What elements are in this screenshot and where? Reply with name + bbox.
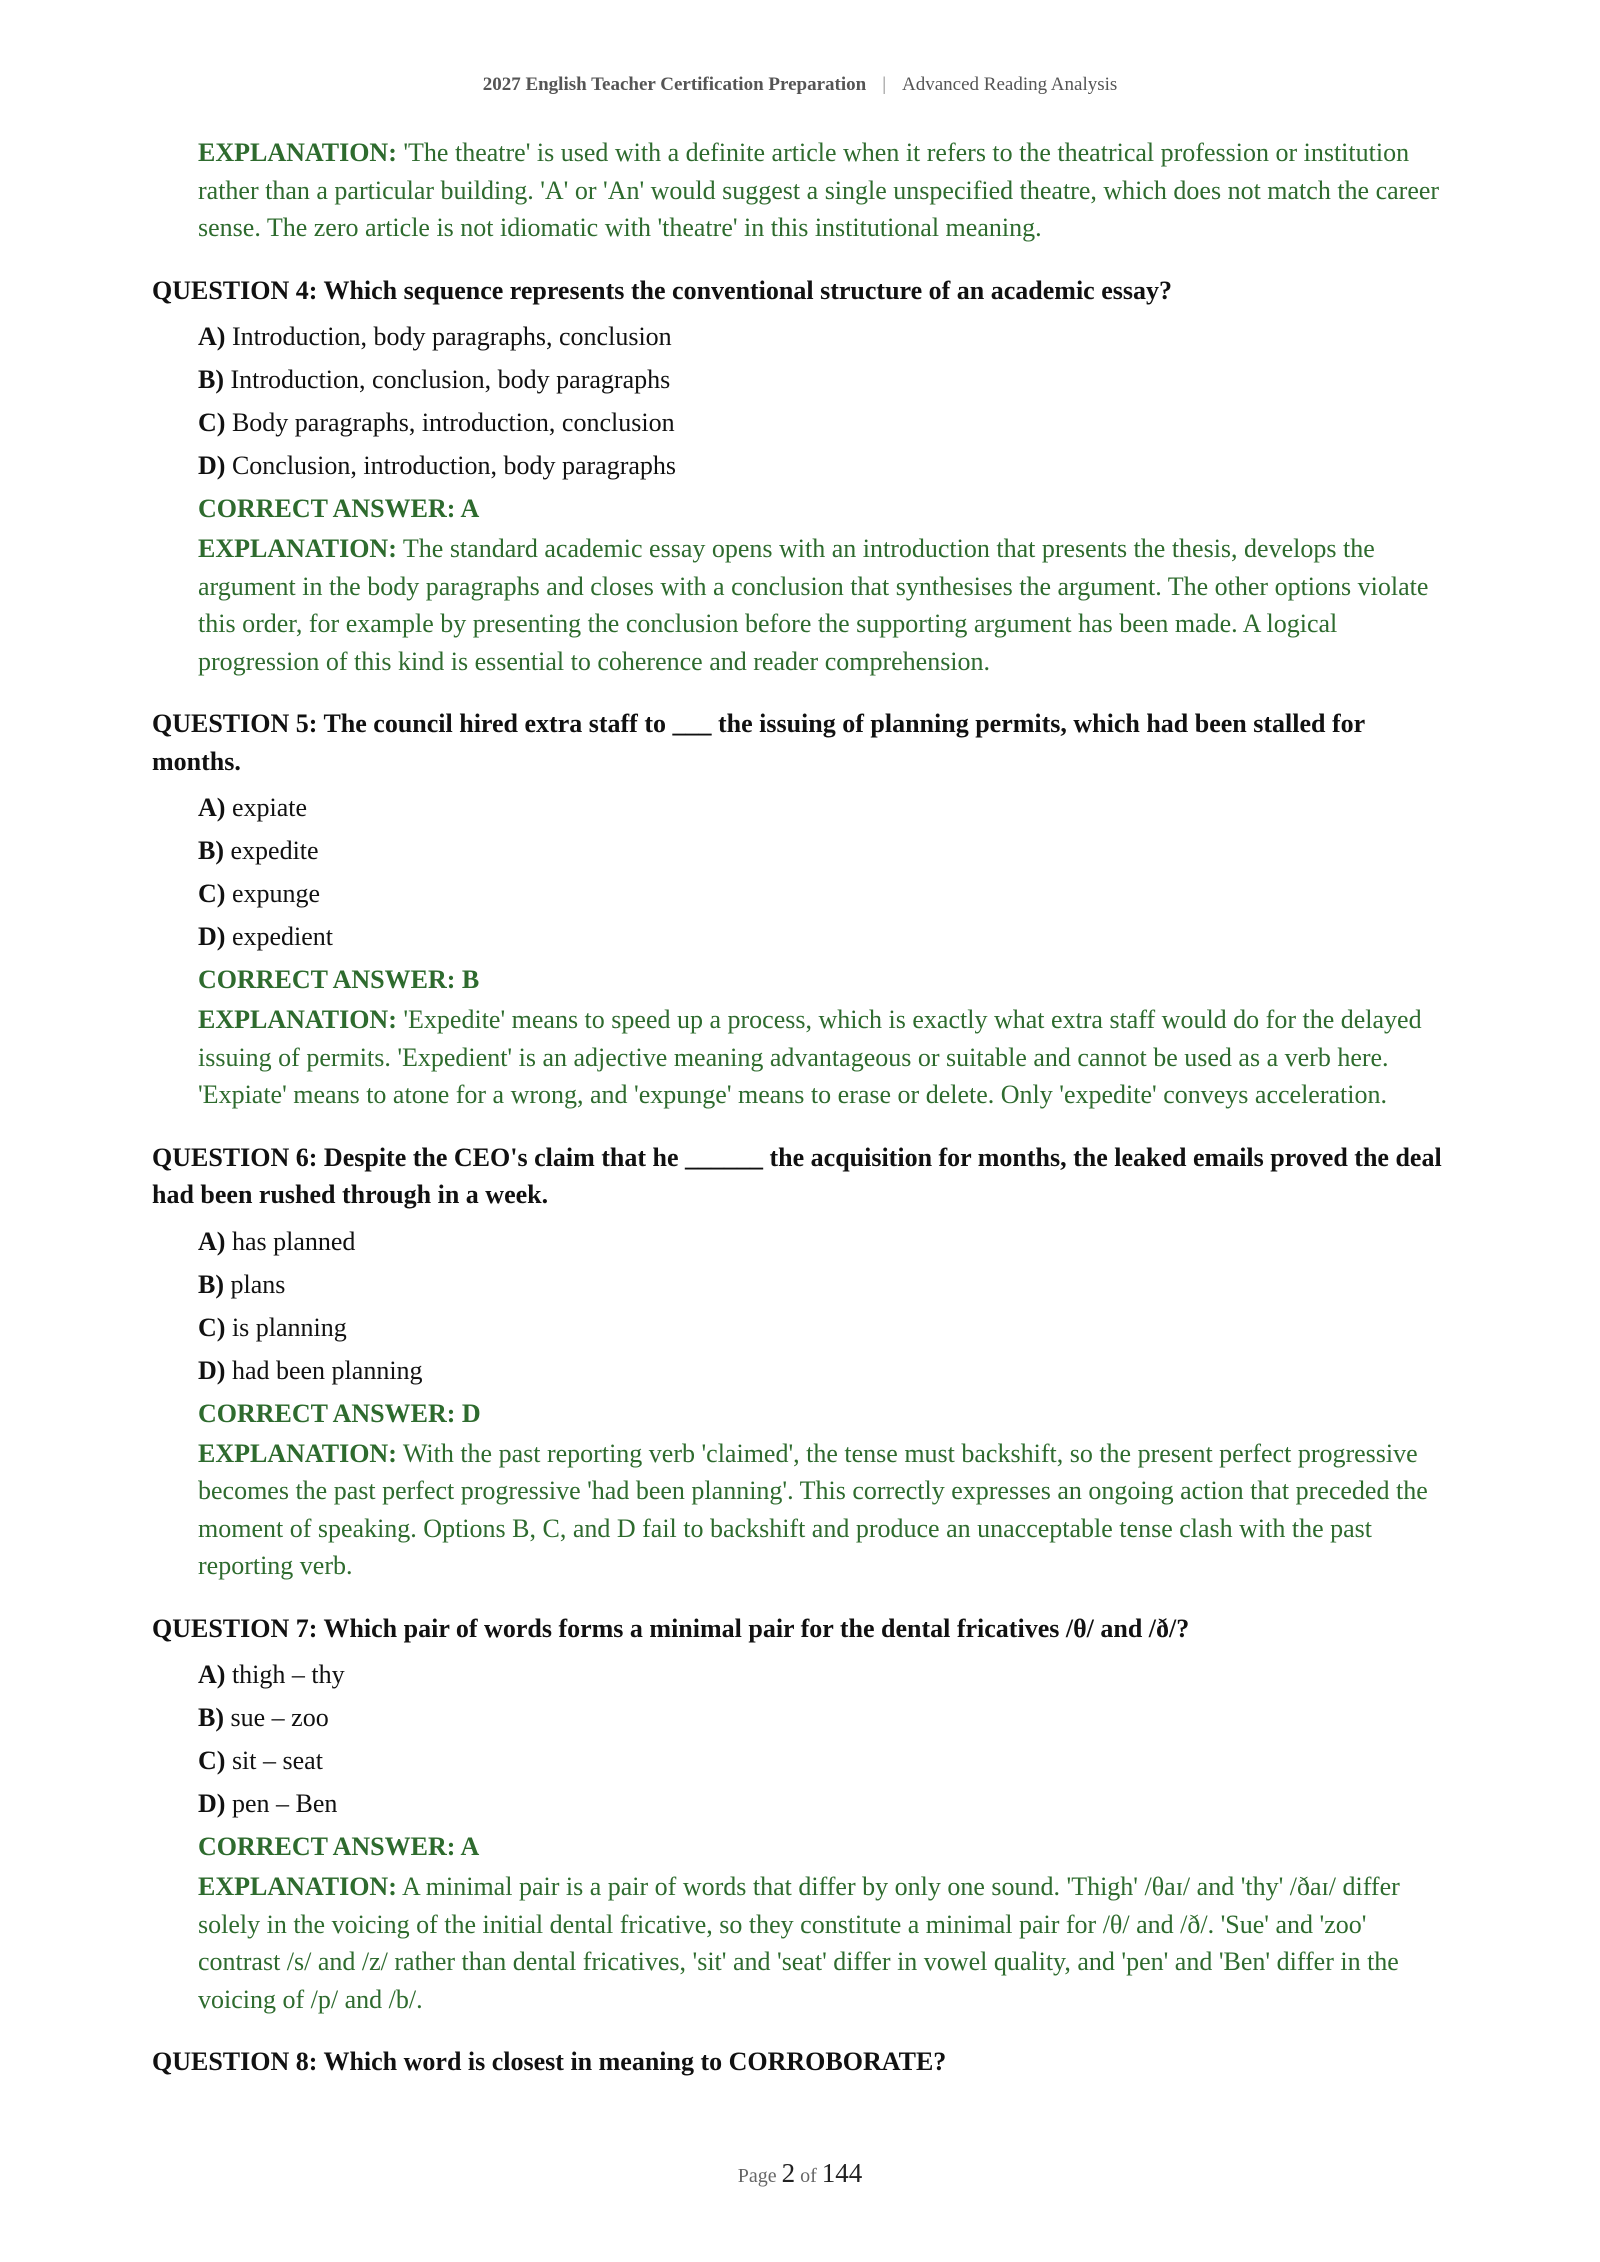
question-heading: QUESTION 4: Which sequence represents the conventional structure of an academic essay? <box>152 275 1172 305</box>
explanation-lead: EXPLANATION: <box>198 1872 397 1901</box>
continued-explanation <box>198 134 1452 247</box>
explanation-text: A minimal pair is a pair of words that differ by only one sound. 'Thigh' /θaɪ/ and 'thy' /ðaɪ/ differ solely in the voicing of the initial dental fricative, so they constitute a minimal pair for /θ/ and /ð/. 'Sue' and 'zoo' contrast /s/ and /z/ rather than dental fricatives, 'sit' and 'seat' differ in vowel quality, and 'pen' and 'Ben' differ in the voicing of /p/ and /b/. <box>198 1872 1400 2014</box>
option-d <box>198 444 1452 487</box>
question-8 <box>152 2043 1452 2081</box>
option-letter: B) <box>198 836 224 865</box>
option-letter: B) <box>198 365 224 394</box>
header-separator: | <box>882 74 887 95</box>
option-letter: C) <box>198 1312 226 1342</box>
option-text: expedient <box>231 922 334 951</box>
option-a <box>198 1653 1452 1696</box>
option-text: Introduction, conclusion, body paragraphs <box>230 365 671 394</box>
option-a <box>198 315 1452 358</box>
option-letter: D) <box>198 451 226 480</box>
correct-answer: CORRECT ANSWER: D <box>198 1398 481 1428</box>
page-of: of <box>800 2165 817 2187</box>
running-header <box>0 74 1600 96</box>
option-letter: A) <box>198 793 226 822</box>
question-heading: QUESTION 5: The council hired extra staff to ___ the issuing of planning permits, which had been stalled for months. <box>152 709 1365 776</box>
option-text: Introduction, body paragraphs, conclusion <box>231 322 672 351</box>
option-c <box>198 1306 1452 1349</box>
explanation <box>198 1435 1452 1585</box>
explanation-lead: EXPLANATION: <box>198 1005 397 1034</box>
header-title: 2027 English Teacher Certification Preparation <box>482 74 867 95</box>
explanation-text: The standard academic essay opens with an introduction that presents the thesis, develops the argument in the body paragraphs and closes with a conclusion that synthesises the argument. The other options violate this order, for example by presenting the conclusion before the supporting argument has been made. A logical progression of this kind is essential to coherence and reader comprehension. <box>198 534 1429 676</box>
option-text: has planned <box>231 1226 356 1256</box>
option-text: sit – seat <box>231 1746 323 1775</box>
option-letter: A) <box>198 322 226 351</box>
option-letter: C) <box>198 879 226 908</box>
option-a <box>198 1220 1452 1263</box>
page-prefix: Page <box>737 2165 777 2187</box>
explanation <box>198 530 1452 680</box>
question-6 <box>152 1139 1452 1585</box>
option-d <box>198 1349 1452 1392</box>
explanation-lead: EXPLANATION: <box>198 534 397 563</box>
page-total: 144 <box>821 2158 863 2188</box>
explanation-text: 'Expedite' means to speed up a process, which is exactly what extra staff would do for the delayed issuing of permits. 'Expedient' is an adjective meaning advantageous or suitable and cannot be used as a verb here. 'Expiate' means to atone for a wrong, and 'expunge' means to erase or delete. Only 'expedite' conveys acceleration. <box>198 1005 1422 1109</box>
option-letter: C) <box>198 408 226 437</box>
question-7 <box>152 1610 1452 2019</box>
option-d <box>198 1782 1452 1825</box>
option-text: pen – Ben <box>231 1789 338 1818</box>
option-letter: B) <box>198 1269 224 1299</box>
explanation <box>198 1868 1452 2018</box>
option-c <box>198 401 1452 444</box>
option-d <box>198 915 1452 958</box>
question-heading: QUESTION 7: Which pair of words forms a minimal pair for the dental fricatives /θ/ and /ð/? <box>152 1613 1190 1643</box>
option-c <box>198 872 1452 915</box>
explanation <box>198 1001 1452 1114</box>
correct-answer: CORRECT ANSWER: A <box>198 1832 480 1861</box>
explanation-text: With the past reporting verb 'claimed', the tense must backshift, so the present perfect progressive becomes the past perfect progressive 'had been planning'. This correctly expresses an ongoing action that preceded the moment of speaking. Options B, C, and D fail to backshift and produce an unacceptable tense clash with the past reporting verb. <box>198 1438 1428 1580</box>
option-b <box>198 829 1452 872</box>
question-5 <box>152 705 1452 1114</box>
option-text: Conclusion, introduction, body paragraphs <box>231 451 677 480</box>
option-letter: D) <box>198 1789 226 1818</box>
explanation-lead: EXPLANATION: <box>198 1438 397 1468</box>
option-c <box>198 1739 1452 1782</box>
option-letter: A) <box>198 1660 226 1689</box>
correct-answer: CORRECT ANSWER: B <box>198 965 480 994</box>
page-number: 2 <box>781 2158 796 2188</box>
option-letter: A) <box>198 1226 226 1256</box>
option-b <box>198 1696 1452 1739</box>
option-text: is planning <box>231 1312 347 1342</box>
option-text: expunge <box>231 879 321 908</box>
question-heading: QUESTION 8: Which word is closest in meaning to CORROBORATE? <box>152 2047 947 2076</box>
question-heading: QUESTION 6: Despite the CEO's claim that he ______ the acquisition for months, the leaked emails proved the deal had been rushed through in a week. <box>152 1142 1442 1209</box>
option-b <box>198 1263 1452 1306</box>
explanation-text: 'The theatre' is used with a definite article when it refers to the theatrical profession or institution rather than a particular building. 'A' or 'An' would suggest a single unspecified theatre, which does not match the career sense. The zero article is not idiomatic with 'theatre' in this institutional meaning. <box>198 138 1440 242</box>
option-text: sue – zoo <box>230 1703 329 1732</box>
correct-answer: CORRECT ANSWER: A <box>198 494 480 523</box>
option-a <box>198 786 1452 829</box>
explanation-lead: EXPLANATION: <box>198 138 397 167</box>
header-subtitle: Advanced Reading Analysis <box>902 74 1118 95</box>
option-text: had been planning <box>231 1355 423 1385</box>
option-letter: D) <box>198 1355 226 1385</box>
option-text: Body paragraphs, introduction, conclusion <box>231 408 675 437</box>
option-letter: B) <box>198 1703 224 1732</box>
option-letter: D) <box>198 922 226 951</box>
option-text: plans <box>230 1269 286 1299</box>
question-4 <box>152 272 1452 681</box>
option-text: expedite <box>230 836 319 865</box>
option-text: thigh – thy <box>231 1660 345 1689</box>
option-text: expiate <box>231 793 308 822</box>
option-letter: C) <box>198 1746 226 1775</box>
option-b <box>198 358 1452 401</box>
page-content <box>152 134 1452 2106</box>
page-footer <box>0 2158 1600 2189</box>
